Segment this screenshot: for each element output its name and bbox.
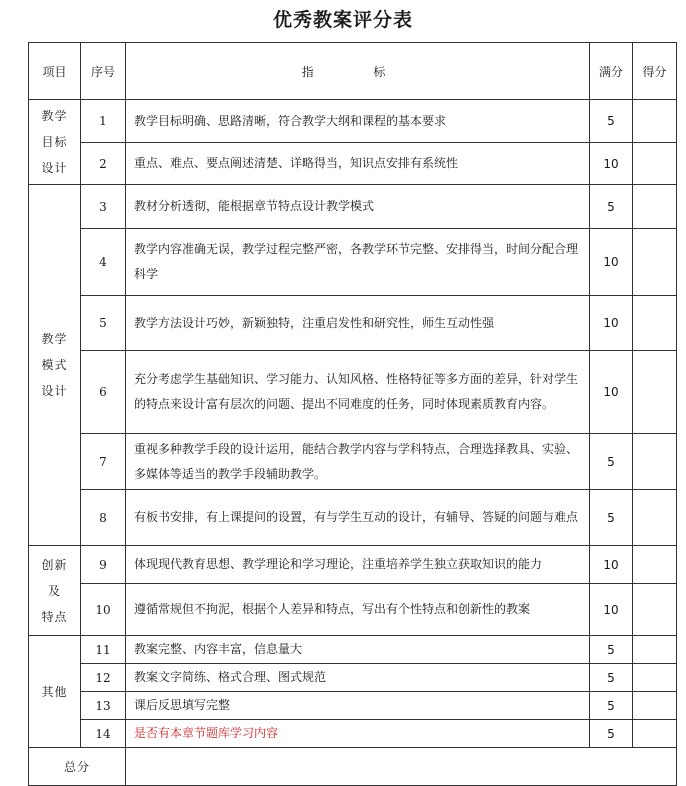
row-full-score: 5 xyxy=(590,434,633,490)
row-score-input[interactable] xyxy=(633,100,677,143)
row-indicator: 重点、难点、要点阐述清楚、详略得当，知识点安排有系统性 xyxy=(126,143,590,185)
row-score-input[interactable] xyxy=(633,692,677,720)
table-row xyxy=(29,100,677,143)
row-score-input[interactable] xyxy=(633,720,677,748)
table-row xyxy=(29,720,677,748)
row-full-score: 10 xyxy=(590,143,633,185)
row-score-input[interactable] xyxy=(633,296,677,351)
row-score-input[interactable] xyxy=(633,229,677,296)
header-seq: 序号 xyxy=(81,43,126,100)
header-indicator: 指 标 xyxy=(126,43,590,100)
row-full-score: 10 xyxy=(590,229,633,296)
category-teaching-goal: 教学 目标 设计 xyxy=(29,100,81,185)
row-indicator: 体现现代教育思想、教学理论和学习理论，注重培养学生独立获取知识的能力 xyxy=(126,546,590,584)
row-score-input[interactable] xyxy=(633,351,677,434)
row-indicator: 教学目标明确、思路清晰，符合教学大纲和课程的基本要求 xyxy=(126,100,590,143)
row-full-score: 5 xyxy=(590,636,633,664)
row-indicator: 重视多种教学手段的设计运用，能结合教学内容与学科特点，合理选择教具、实验、多媒体等适当的教学手段辅助教学。 xyxy=(126,434,590,490)
row-number: 13 xyxy=(81,692,126,720)
row-number: 12 xyxy=(81,664,126,692)
header-full-score: 满分 xyxy=(590,43,633,100)
row-indicator: 遵循常规但不拘泥，根据个人差异和特点，写出有个性特点和创新性的教案 xyxy=(126,584,590,636)
row-indicator-highlight: 是否有本章节题库学习内容 xyxy=(126,720,590,748)
row-score-input[interactable] xyxy=(633,143,677,185)
header-row xyxy=(29,43,677,100)
row-number: 2 xyxy=(81,143,126,185)
row-score-input[interactable] xyxy=(633,490,677,546)
row-indicator: 教学方法设计巧妙，新颖独特，注重启发性和研究性，师生互动性强 xyxy=(126,296,590,351)
table-row xyxy=(29,296,677,351)
row-full-score: 10 xyxy=(590,296,633,351)
category-teaching-mode: 教学 模式 设计 xyxy=(29,185,81,546)
row-number: 8 xyxy=(81,490,126,546)
table-row xyxy=(29,229,677,296)
row-number: 9 xyxy=(81,546,126,584)
row-score-input[interactable] xyxy=(633,546,677,584)
table-row xyxy=(29,692,677,720)
table-row xyxy=(29,143,677,185)
row-full-score: 5 xyxy=(590,720,633,748)
row-number: 11 xyxy=(81,636,126,664)
row-score-input[interactable] xyxy=(633,636,677,664)
row-full-score: 5 xyxy=(590,185,633,229)
row-number: 3 xyxy=(81,185,126,229)
total-label: 总分 xyxy=(29,748,126,786)
category-innovation: 创新 及 特点 xyxy=(29,546,81,636)
scoring-table xyxy=(28,42,677,786)
row-indicator: 教材分析透彻，能根据章节特点设计教学模式 xyxy=(126,185,590,229)
row-number: 10 xyxy=(81,584,126,636)
table-row xyxy=(29,351,677,434)
table-row xyxy=(29,434,677,490)
table-row xyxy=(29,664,677,692)
row-indicator: 教学内容准确无误，教学过程完整严密，各教学环节完整、安排得当，时间分配合理科学 xyxy=(126,229,590,296)
category-other: 其他 xyxy=(29,636,81,748)
table-row xyxy=(29,185,677,229)
row-indicator: 课后反思填写完整 xyxy=(126,692,590,720)
row-full-score: 5 xyxy=(590,664,633,692)
row-score-input[interactable] xyxy=(633,434,677,490)
table-row xyxy=(29,636,677,664)
row-indicator: 有板书安排，有上课提问的设置，有与学生互动的设计，有辅导、答疑的问题与难点 xyxy=(126,490,590,546)
row-number: 1 xyxy=(81,100,126,143)
row-score-input[interactable] xyxy=(633,185,677,229)
header-item: 项目 xyxy=(29,43,81,100)
total-row xyxy=(29,748,677,786)
row-full-score: 5 xyxy=(590,100,633,143)
row-number: 7 xyxy=(81,434,126,490)
row-full-score: 5 xyxy=(590,490,633,546)
table-row xyxy=(29,584,677,636)
row-number: 6 xyxy=(81,351,126,434)
row-indicator: 教案文字简练、格式合理、图式规范 xyxy=(126,664,590,692)
row-indicator: 教案完整、内容丰富，信息量大 xyxy=(126,636,590,664)
row-number: 4 xyxy=(81,229,126,296)
page-title: 优秀教案评分表 xyxy=(272,9,413,31)
row-full-score: 10 xyxy=(590,584,633,636)
table-row xyxy=(29,546,677,584)
row-score-input[interactable] xyxy=(633,584,677,636)
row-full-score: 10 xyxy=(590,546,633,584)
total-score-input[interactable] xyxy=(126,748,677,786)
row-full-score: 10 xyxy=(590,351,633,434)
row-score-input[interactable] xyxy=(633,664,677,692)
row-number: 5 xyxy=(81,296,126,351)
row-indicator: 充分考虑学生基础知识、学习能力、认知风格、性格特征等多方面的差异，针对学生的特点来设计富有层次的问题、提出不同难度的任务，同时体现素质教育内容。 xyxy=(126,351,590,434)
row-number: 14 xyxy=(81,720,126,748)
table-row xyxy=(29,490,677,546)
header-score: 得分 xyxy=(633,43,677,100)
row-full-score: 5 xyxy=(590,692,633,720)
